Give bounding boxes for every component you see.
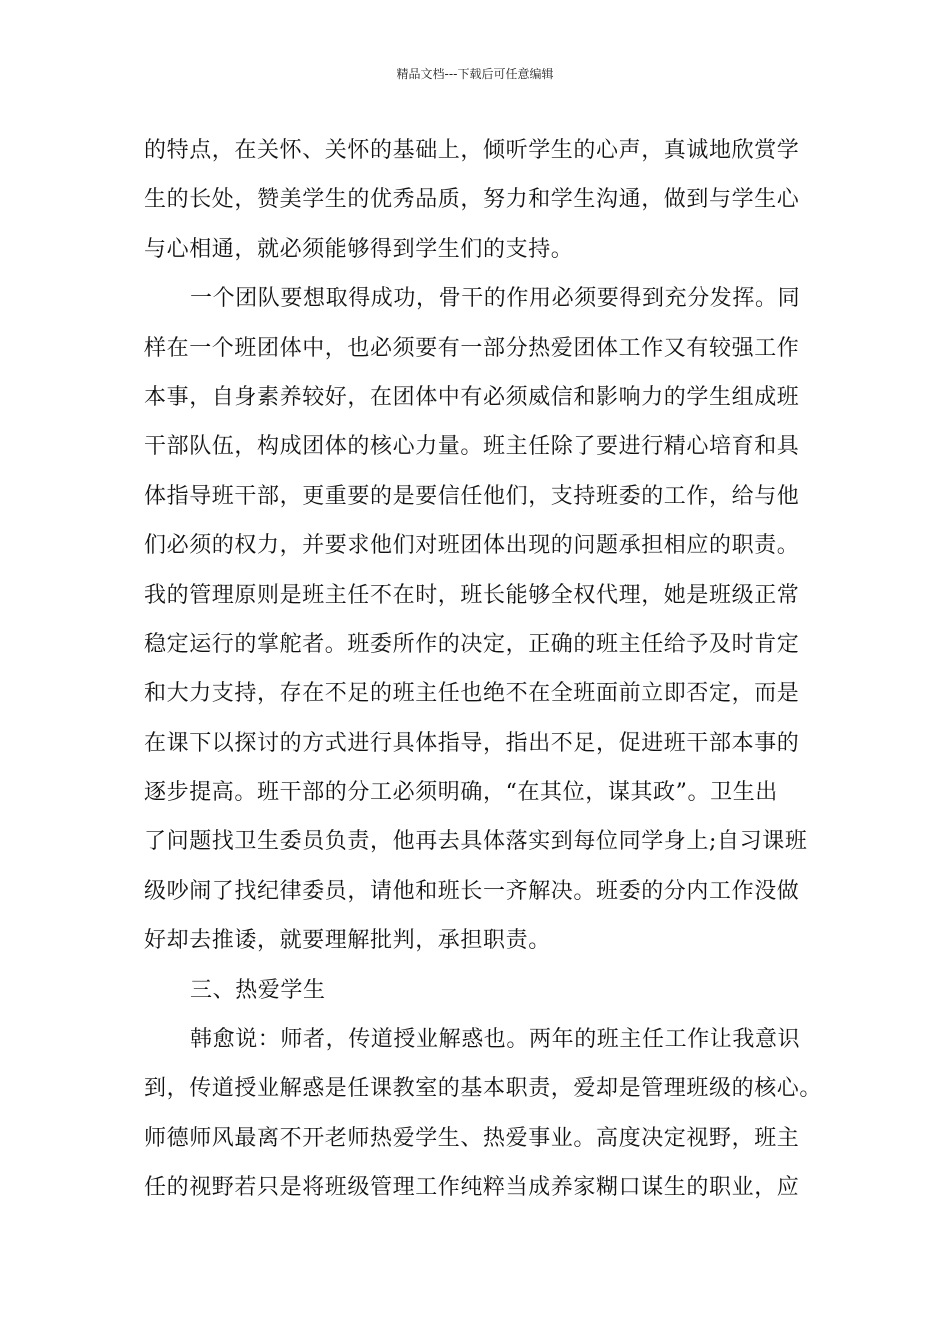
text-line: 了问题找卫生委员负责，他再去具体落实到每位同学身上;自习课班 xyxy=(144,829,808,855)
text-line: 一个团队要想取得成功，骨干的作用必须要得到充分发挥。同 xyxy=(190,286,801,312)
text-line: 好却去推诿，就要理解批判，承担职责。 xyxy=(144,928,551,954)
text-line: 和大力支持，存在不足的班主任也绝不在全班面前立即否定，而是 xyxy=(144,681,800,707)
text-line: 样在一个班团体中，也必须要有一部分热爱团体工作又有较强工作 xyxy=(144,335,800,361)
text-line: 的特点，在关怀、关怀的基础上，倾听学生的心声，真诚地欣赏学 xyxy=(144,138,800,163)
text-line: 韩愈说：师者，传道授业解惑也。两年的班主任工作让我意识 xyxy=(190,1027,801,1053)
text-line: 在课下以探讨的方式进行具体指导，指出不足，促进班干部本事的 xyxy=(144,730,800,756)
text-line: 我的管理原则是班主任不在时，班长能够全权代理，她是班级正常 xyxy=(144,582,800,608)
text-line: 体指导班干部，更重要的是要信任他们，支持班委的工作，给与他 xyxy=(144,483,800,509)
text-line: 逐步提高。班干部的分工必须明确，“在其位，谋其政”。卫生出 xyxy=(144,780,778,806)
text-line: 本事，自身素养较好，在团体中有必须威信和影响力的学生组成班 xyxy=(144,384,800,410)
text-line: 稳定运行的掌舵者。班委所作的决定，正确的班主任给予及时肯定 xyxy=(144,631,800,657)
page-header: 精品文档---下载后可任意编辑 xyxy=(396,67,554,81)
text-line: 师德师风最离不开老师热爱学生、热爱事业。高度决定视野，班主 xyxy=(144,1125,800,1151)
text-line: 三、热爱学生 xyxy=(190,977,326,1003)
text-line: 们必须的权力，并要求他们对班团体出现的问题承担相应的职责。 xyxy=(144,533,800,559)
text-line: 任的视野若只是将班级管理工作纯粹当成养家糊口谋生的职业，应 xyxy=(144,1175,800,1201)
body-text xyxy=(144,126,823,1213)
text-line: 与心相通，就必须能够得到学生们的支持。 xyxy=(144,236,574,262)
text-line: 级吵闹了找纪律委员，请他和班长一齐解决。班委的分内工作没做 xyxy=(144,878,800,904)
text-line: 生的长处，赞美学生的优秀品质，努力和学生沟通，做到与学生心 xyxy=(144,187,800,213)
text-line: 干部队伍，构成团体的核心力量。班主任除了要进行精心培育和具 xyxy=(144,434,800,460)
text-line: 到，传道授业解惑是任课教室的基本职责，爱却是管理班级的核心。 xyxy=(144,1076,823,1102)
